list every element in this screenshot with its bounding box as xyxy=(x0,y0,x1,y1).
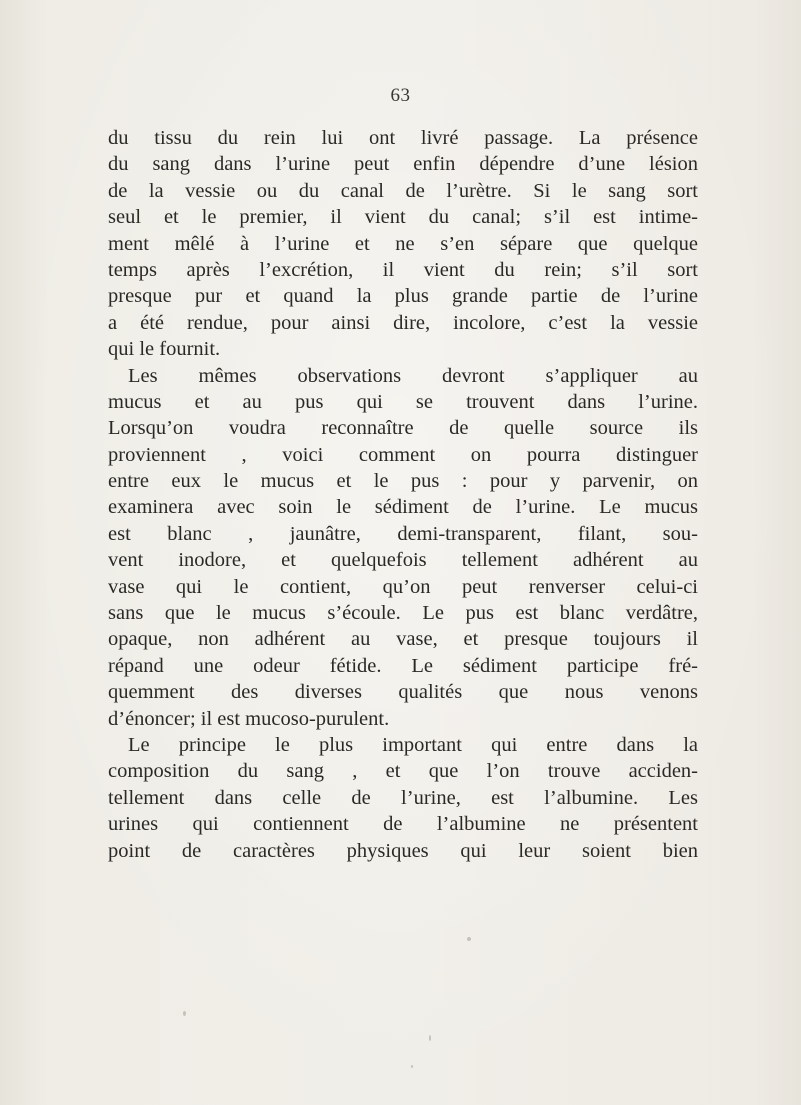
text-line: proviennent , voici comment on pourra distinguer xyxy=(108,443,698,466)
paper-speck xyxy=(467,937,471,941)
text-line: presque pur et quand la plus grande partie de l’urine xyxy=(108,285,698,308)
text-line: Lorsqu’on voudra reconnaître de quelle source ils xyxy=(108,417,698,440)
text-line: temps après l’excrétion, il vient du rein; s’il sort xyxy=(108,258,698,281)
text-line: d’énoncer; il est mucoso-purulent. xyxy=(108,707,390,730)
paper-speck xyxy=(411,1065,413,1068)
text-line: qui le fournit. xyxy=(108,338,221,361)
paper-speck xyxy=(183,1011,186,1016)
text-line: mucus et au pus qui se trouvent dans l’urine. xyxy=(108,390,698,413)
text-line: opaque, non adhérent au vase, et presque toujours il xyxy=(108,628,698,651)
text-line: sans que le mucus s’écoule. Le pus est blanc verdâtre, xyxy=(108,602,698,625)
text-line: examinera avec soin le sédiment de l’urine. Le mucus xyxy=(108,496,698,519)
paper-speck xyxy=(429,1035,431,1041)
text-line: seul et le premier, il vient du canal; s’il est intime- xyxy=(108,206,698,229)
text-line: quemment des diverses qualités que nous venons xyxy=(108,681,698,704)
text-line: point de caractères physiques qui leur soient bien xyxy=(108,839,698,862)
text-line: urines qui contiennent de l’albumine ne présentent xyxy=(108,813,698,836)
text-line: tellement dans celle de l’urine, est l’albumine. Les xyxy=(108,786,698,809)
text-line: ment mêlé à l’urine et ne s’en sépare que quelque xyxy=(108,232,698,255)
text-line: du tissu du rein lui ont livré passage. La présence xyxy=(108,127,698,149)
text-line: entre eux le mucus et le pus : pour y parvenir, on xyxy=(108,470,698,493)
text-line: a été rendue, pour ainsi dire, incolore, c’est la vessie xyxy=(108,311,698,334)
text-line: Les mêmes observations devront s’appliquer au xyxy=(128,364,698,387)
text-line: répand une odeur fétide. Le sédiment participe fré- xyxy=(108,654,698,677)
text-line: composition du sang , et que l’on trouve acciden- xyxy=(108,760,698,783)
body-text xyxy=(108,125,698,864)
text-line: est blanc , jaunâtre, demi-transparent, filant, sou- xyxy=(108,522,698,545)
text-line: vent inodore, et quelquefois tellement adhérent au xyxy=(108,549,698,572)
text-line: de la vessie ou du canal de l’urètre. Si le sang sort xyxy=(108,179,698,202)
page-number: 63 xyxy=(390,85,411,106)
text-line: du sang dans l’urine peut enfin dépendre d’une lésion xyxy=(108,153,698,176)
text-line: vase qui le contient, qu’on peut renverser celui-ci xyxy=(108,575,698,598)
text-line: Le principe le plus important qui entre dans la xyxy=(128,733,698,756)
